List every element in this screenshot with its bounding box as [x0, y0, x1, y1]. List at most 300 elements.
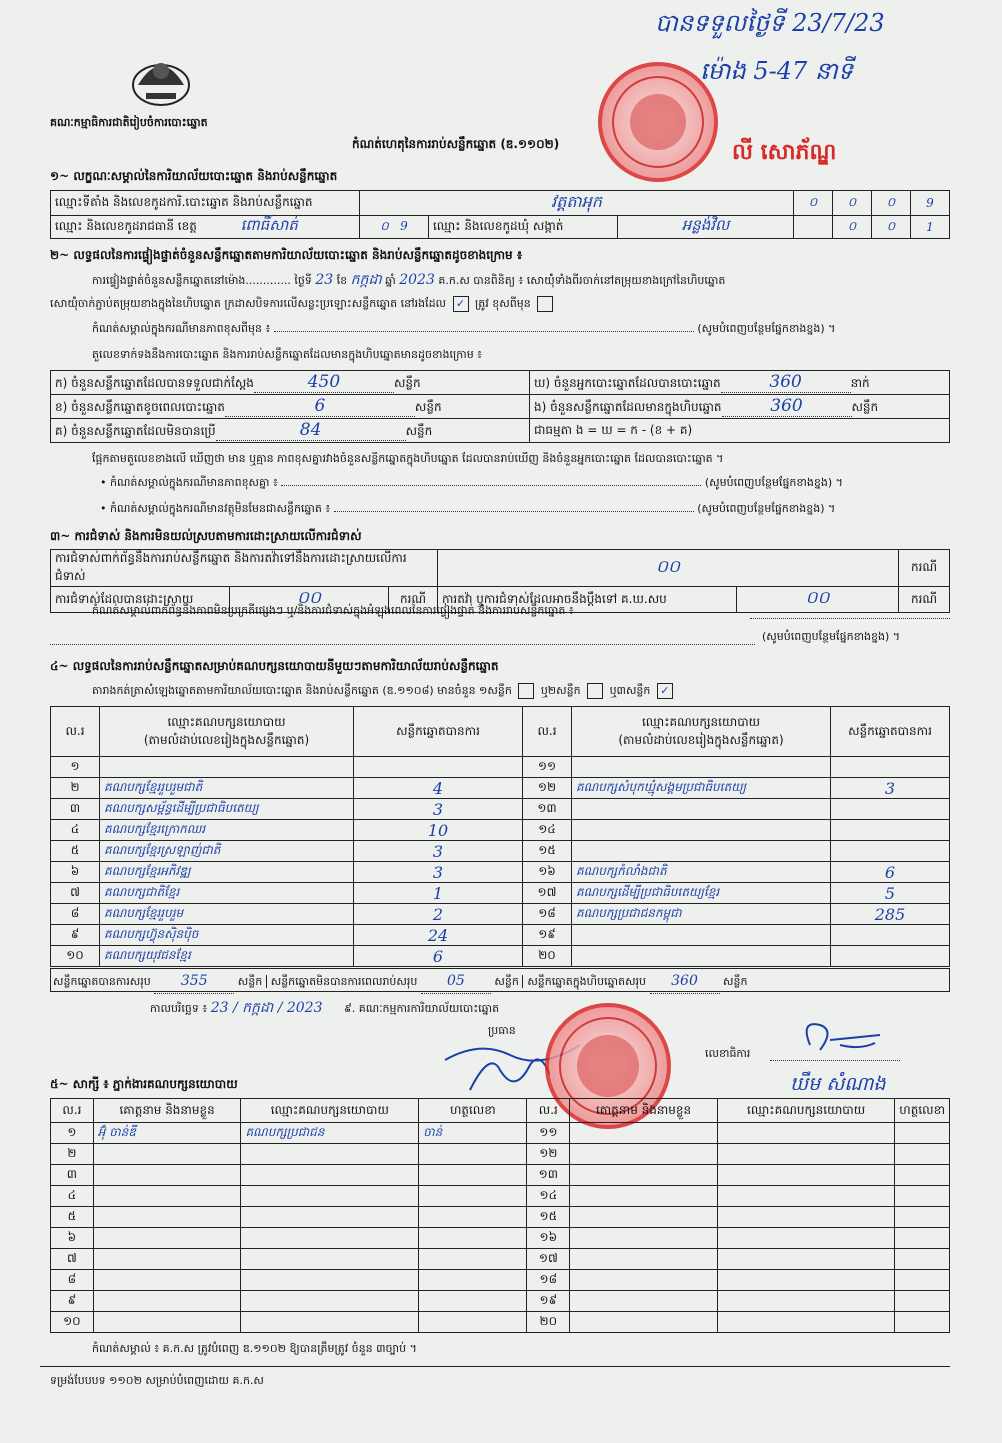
result-party: គណបក្សហ៊្វុនស៊ិនប៉ិច: [100, 925, 354, 946]
witness-col-sign-left: ហត្ថលេខា: [419, 1099, 527, 1123]
witness-party: [241, 1144, 419, 1165]
witness-signature: [419, 1270, 527, 1291]
result-party: [572, 757, 831, 778]
witness-signature: [419, 1186, 527, 1207]
verification-month: កក្កដា: [350, 272, 382, 288]
witness-body: [51, 1123, 950, 1333]
witness-signature: [419, 1165, 527, 1186]
witness-no: ៨: [51, 1270, 94, 1291]
witness-signature: [419, 1249, 527, 1270]
year-label: ឆ្នាំ: [385, 274, 396, 287]
witness-party: [717, 1270, 894, 1291]
col-party-right: [572, 707, 831, 757]
results-row: [51, 946, 950, 967]
section1-title: ១~ លក្ខណៈសម្គាល់នៃការិយាល័យបោះឆ្នោត និងរាប់សន្លឹកឆ្នោត: [50, 169, 338, 183]
bullet-difference-label: • កំណត់សម្គាល់ក្នុងករណីមានភាពខុសគ្នា ៖: [100, 476, 278, 489]
bullet-difference: [100, 476, 843, 492]
result-party: [100, 757, 354, 778]
spoiled-row: [51, 395, 530, 419]
unused-row: [51, 419, 530, 443]
result-votes: [831, 841, 950, 862]
witness-no: ១១: [527, 1123, 570, 1144]
witness-party: [717, 1207, 894, 1228]
irregularity-fill-note: (សូមបំពេញបន្ថែមផ្នែកខាងខ្នង) ។: [762, 630, 901, 643]
witness-party: [241, 1228, 419, 1249]
witness-signature: [419, 1312, 527, 1333]
witness-party: [241, 1186, 419, 1207]
in-box-value: 360: [722, 396, 852, 417]
result-no: ១៥: [523, 841, 572, 862]
org-name: គណៈកម្មាធិការជាតិរៀបចំការបោះឆ្នោត: [50, 116, 208, 129]
section4-title: ៤~ លទ្ធផលនៃការរាប់សន្លឹកឆ្នោតសម្រាប់គណបក្សនយោបាយនីមួយៗតាមការិយាល័យរាប់សន្លឹកឆ្នោត: [50, 659, 499, 673]
result-votes: [354, 757, 523, 778]
witness-signature: [419, 1228, 527, 1249]
witness-no: ៣: [51, 1165, 94, 1186]
witness-row: [51, 1123, 950, 1144]
witness-name: [93, 1207, 241, 1228]
province-label: [51, 216, 360, 239]
witness-name: [570, 1270, 718, 1291]
commune-code-3: 1: [911, 216, 950, 239]
results-row: [51, 925, 950, 946]
spoiled-unit: សន្លឹក: [414, 400, 442, 414]
different-checkbox[interactable]: [537, 296, 553, 312]
formula: ជាធម្មតា ង = ឃ = ក - (ខ + គ): [530, 419, 950, 443]
result-no: ៩: [51, 925, 100, 946]
result-party: គណបក្សជាតិខ្មែរ: [100, 883, 354, 904]
results-row: [51, 757, 950, 778]
date-label: កាលបរិច្ឆេទ ៖: [150, 1002, 208, 1015]
form-title: កំណត់ហេតុនៃការរាប់សន្លឹកឆ្នោត (ឌ.១១០២): [352, 137, 560, 151]
col-party-right-sub: (តាមលំដាប់លេខរៀងក្នុងសន្លឹកឆ្នោត): [618, 732, 784, 747]
seal-line: [50, 296, 556, 313]
location-code-1: ០: [794, 191, 833, 216]
result-party: [572, 925, 831, 946]
result-no: ២០: [523, 946, 572, 967]
results-table: [50, 706, 950, 967]
witness-col-sign-right: ហត្ថលេខា: [895, 1099, 950, 1123]
witness-signature: [895, 1186, 950, 1207]
witness-name: [570, 1186, 718, 1207]
results-row: [51, 778, 950, 799]
commune-value: អន្លង់វិល: [618, 216, 794, 239]
verification-text: គ.ក.ស បានពិនិត្យ ៖ សោយ៉ុំទាំងពីរចាក់នៅតម្រុយខាងក្រៅនៃហិបឆ្នោត: [438, 274, 726, 287]
witness-no: ១: [51, 1123, 94, 1144]
witness-no: ១៤: [527, 1186, 570, 1207]
nec-emblem-icon: [128, 45, 194, 111]
one-sheet-checkbox[interactable]: [518, 683, 534, 699]
voters-label: ឃ) ចំនួនអ្នកបោះឆ្នោតដែលបានបោះឆ្នោត: [534, 376, 721, 390]
col-votes-right: សន្លឹកឆ្នោតបានការ: [831, 707, 950, 757]
result-no: ៥: [51, 841, 100, 862]
secretary-name: ឃឹម សំណាង: [790, 1073, 886, 1095]
witness-signature: [895, 1144, 950, 1165]
result-party: [572, 946, 831, 967]
difference-statement: ផ្អែកតាមតួលេខខាងលើ ឃើញថា មាន ឬគ្មាន ភាពខុសគ្នារវាងចំនួនសន្លឹកឆ្នោតក្នុងហិបឆ្នោត ដែលបានរាប់ឃើញ និងចំនួនអ្នកបោះឆ្នោត ដែលបានបោះឆ្នោត ។: [92, 452, 724, 465]
result-no: ១២: [523, 778, 572, 799]
committee-label: ៩. គណៈកម្មការការិយាល័យបោះឆ្នោត: [344, 1002, 500, 1015]
witness-name: [570, 1144, 718, 1165]
witness-signature: [419, 1144, 527, 1165]
section3-title: ៣~ ការជំទាស់ និងការមិនយល់ស្របតាមការដោះស្រាយលើការជំទាស់: [50, 529, 362, 543]
witness-row: [51, 1165, 950, 1186]
bullet-foreign-label: • កំណត់សម្គាល់ក្នុងករណីមានវត្ថុមិនមែនជាសន្លឹកឆ្នោត ៖: [100, 502, 331, 515]
result-votes: 24: [354, 925, 523, 946]
result-party: គណបក្សខ្មែររួបរួម: [100, 904, 354, 925]
tally-sheets-line: [92, 683, 676, 700]
witness-no: ៤: [51, 1186, 94, 1207]
total-valid-label: សន្លឹកឆ្នោតបានការសរុប: [53, 975, 151, 988]
witness-signature: [895, 1291, 950, 1312]
irregularity-note-line-2: [50, 644, 755, 645]
witness-name: [570, 1291, 718, 1312]
seal-text: សោយ៉ុំចាក់ភ្ជាប់តម្រុយខាងក្នុងនៃហិបឆ្នោត ក្រដាសបិទការលើសន្លះប្រឡោះសន្លឹកឆ្នោត នៅរងដែល: [50, 297, 447, 310]
irregularity-note-line-1: [750, 618, 950, 619]
unused-label: គ) ចំនួនសន្លឹកឆ្នោតដែលមិនបានប្រើ: [55, 424, 216, 438]
witness-name: [570, 1207, 718, 1228]
result-no: ៨: [51, 904, 100, 925]
figures-table: [50, 370, 950, 443]
two-sheets-checkbox[interactable]: [587, 683, 603, 699]
witness-col-party-left: ឈ្មោះគណបក្សនយោបាយ: [241, 1099, 419, 1123]
location-label: ឈ្មោះទីតាំង និងលេខកូដការិ.បោះឆ្នោត និងរាប់សន្លឹកឆ្នោត: [51, 191, 360, 216]
president-label: ប្រធាន: [488, 1024, 516, 1037]
secretary-label: លេខាធិការ: [705, 1047, 751, 1060]
witness-party: [717, 1228, 894, 1249]
province-code-1: ០: [380, 219, 389, 233]
totals-line: [50, 968, 950, 992]
resolved-label: ការជំទាស់ដែលបានដោះស្រាយ: [51, 587, 230, 613]
witness-name: [93, 1186, 241, 1207]
result-votes: [831, 757, 950, 778]
total-valid-unit: សន្លឹក: [237, 975, 263, 988]
verification-year: 2023: [399, 272, 435, 288]
province-label-text: ឈ្មោះ និងលេខកូដរាជធានី ខេត្ត: [55, 219, 197, 233]
received-label: ក) ចំនួនសន្លឹកឆ្នោតដែលបានទទួលជាក់ស្តែង: [55, 376, 254, 390]
witness-party: [717, 1312, 894, 1333]
received-value: 450: [254, 372, 394, 393]
witness-party: [717, 1291, 894, 1312]
witness-no: ១៩: [527, 1291, 570, 1312]
result-no: ៧: [51, 883, 100, 904]
received-unit: សន្លឹក: [393, 376, 421, 390]
voters-unit: នាក់: [850, 376, 870, 390]
result-party: គណបក្សខ្មែររួបរួមជាតិ: [100, 778, 354, 799]
three-sheets-label: ឬ៣សន្លឹក: [609, 684, 651, 697]
witness-party: [241, 1249, 419, 1270]
witness-row: [51, 1186, 950, 1207]
result-votes: 5: [831, 883, 950, 904]
witness-no: ១៥: [527, 1207, 570, 1228]
results-row: [51, 820, 950, 841]
figures-intro: តួលេខទាក់ទងនឹងការបោះឆ្នោត និងការរាប់សន្លឹកឆ្នោតដែលមានក្នុងហិបឆ្នោតមានដូចខាងក្រោម ៖: [92, 348, 483, 361]
result-party: គណបក្សខ្មែរស្រឡាញ់ជាតិ: [100, 841, 354, 862]
verification-day: 23: [315, 272, 334, 288]
witness-signature: [895, 1228, 950, 1249]
section5-title: ៥~ សាក្សី ៖ ភ្នាក់ងារគណបក្សនយោបាយ: [50, 1077, 238, 1091]
total-invalid-label: សន្លឹកឆ្នោតមិនបានការពេលរាប់សរុប: [266, 975, 418, 988]
witness-no: ២០: [527, 1312, 570, 1333]
result-votes: 3: [354, 799, 523, 820]
witness-name: [93, 1249, 241, 1270]
witness-signature: [895, 1123, 950, 1144]
witness-name: [93, 1312, 241, 1333]
result-votes: [831, 925, 950, 946]
witness-no: ១៨: [527, 1270, 570, 1291]
col-party-left-sub: (តាមលំដាប់លេខរៀងក្នុងសន្លឹកឆ្នោត): [143, 732, 310, 747]
received-time-note: ម៉ោង 5-47 នាទី: [700, 57, 853, 85]
witness-col-no-left: ល.រ: [51, 1099, 94, 1123]
witness-party: [241, 1270, 419, 1291]
unused-value: 84: [216, 420, 406, 441]
witness-name: [93, 1165, 241, 1186]
witness-col-no-right: ល.រ: [527, 1099, 570, 1123]
in-box-unit: សន្លឹក: [851, 400, 879, 414]
witness-row: [51, 1228, 950, 1249]
unused-unit: សន្លឹក: [405, 424, 433, 438]
witness-no: ៦: [51, 1228, 94, 1249]
date-line: [150, 998, 499, 1019]
commune-label: ឈ្មោះ និងលេខកូដឃុំ សង្កាត់: [429, 216, 618, 239]
result-votes: 6: [831, 862, 950, 883]
witness-party: [717, 1249, 894, 1270]
correct-label: ត្រូវ: [475, 297, 489, 310]
results-row: [51, 883, 950, 904]
witness-no: ១០: [51, 1312, 94, 1333]
bullet-foreign-object: [100, 502, 835, 518]
result-no: ១៦: [523, 862, 572, 883]
irregularity-note: កំណត់សម្គាល់ពាក់ព័ន្ធនឹងភាពមិនប្រក្រតីផ្សេងៗ ឬ/និងការជំទាស់ក្នុងអំឡុងពេលនៃការផ្ទៀងផ្ទាត់ និងការរាប់សន្លឹកឆ្នោត ៖: [92, 604, 574, 617]
witness-party: [241, 1291, 419, 1312]
different-label: ខុសពីមុន: [492, 297, 531, 310]
result-party: គណបក្សសម្ព័ន្ធដើម្បីប្រជាធិបតេយ្យ: [100, 799, 354, 820]
witness-name: [93, 1144, 241, 1165]
witness-no: ១៧: [527, 1249, 570, 1270]
in-box-row: [530, 395, 950, 419]
results-row: [51, 862, 950, 883]
province-code-2: 9: [400, 219, 408, 233]
received-note: បានទទួលថ្ងៃទី 23/7/23: [655, 9, 885, 37]
result-votes: [831, 946, 950, 967]
witness-signature: [895, 1312, 950, 1333]
commune-code-1: ០: [833, 216, 872, 239]
footnote: កំណត់សម្គាល់ ៖ គ.ក.ស ត្រូវបំពេញ ឌ.១១០២ ឱ្យបានត្រឹមត្រូវ ចំនួន ៣ច្បាប់ ។: [92, 1342, 417, 1355]
resolved-unit: ករណី: [389, 587, 438, 613]
result-no: ១៧: [523, 883, 572, 904]
result-party: គណបក្សប្រជាជនកម្ពុជា: [572, 904, 831, 925]
witness-name: អ៊ុំ ចាន់ឌី: [93, 1123, 241, 1144]
results-row: [51, 799, 950, 820]
in-box-label: ង) ចំនួនសន្លឹកឆ្នោតដែលមានក្នុងហិបឆ្នោត: [534, 400, 722, 414]
witness-name: [570, 1249, 718, 1270]
witness-signature: [419, 1291, 527, 1312]
witness-name: [93, 1270, 241, 1291]
voters-row: [530, 371, 950, 395]
appeal-value: ០០: [737, 587, 899, 613]
witness-party: [241, 1312, 419, 1333]
results-body: [51, 757, 950, 967]
witness-party: [241, 1165, 419, 1186]
result-no: ៤: [51, 820, 100, 841]
result-no: ២: [51, 778, 100, 799]
witness-party: [717, 1144, 894, 1165]
spoiled-value: 6: [225, 396, 415, 417]
result-votes: 3: [354, 862, 523, 883]
fill-note: (សូមបំពេញបន្ថែមផ្នែកខាងខ្នង) ។: [697, 322, 836, 335]
received-row: [51, 371, 530, 395]
bullet-difference-fill-note: (សូមបំពេញបន្ថែមផ្នែកខាងខ្នង) ។: [704, 476, 843, 489]
appeal-unit: ករណី: [899, 587, 950, 613]
witness-name: [570, 1165, 718, 1186]
result-no: ៦: [51, 862, 100, 883]
verification-line: [92, 270, 952, 291]
result-votes: 6: [354, 946, 523, 967]
result-party: គណបក្សខ្មែរអភិវឌ្ឍ: [100, 862, 354, 883]
col-no-right: ល.រ: [523, 707, 572, 757]
witness-no: ១៦: [527, 1228, 570, 1249]
result-votes: 1: [354, 883, 523, 904]
witness-col-name-left: គោត្តនាម និងនាមខ្លួន: [93, 1099, 241, 1123]
result-party: [572, 841, 831, 862]
col-no-left: ល.រ: [51, 707, 100, 757]
appeal-label: ការតវ៉ា ឬការជំទាស់ដែលអាចនឹងប្តឹងទៅ គ.ឃ.សប: [438, 587, 737, 613]
resolved-value: ០០: [230, 587, 389, 613]
witness-signature: [895, 1249, 950, 1270]
result-votes: 285: [831, 904, 950, 925]
witness-table: [50, 1098, 950, 1333]
total-invalid-value: 05: [421, 969, 491, 994]
result-votes: 4: [354, 778, 523, 799]
complaints-label: ការជំទាស់ពាក់ព័ន្ធនឹងការរាប់សន្លឹកឆ្នោត និងការតវ៉ាទៅនឹងការដោះស្រាយលើការជំទាស់: [51, 550, 438, 587]
result-no: ១៩: [523, 925, 572, 946]
section2-title: ២~ លទ្ធផលនៃការផ្ទៀងផ្ទាត់ចំនួនសន្លឹកឆ្នោតតាមការិយាល័យបោះឆ្នោត និងរាប់សន្លឹកឆ្នោតដូចខាងក្រោម ៖: [50, 248, 523, 262]
result-no: ១៣: [523, 799, 572, 820]
total-box-label: សន្លឹកឆ្នោតក្នុងហិបឆ្នោតសរុប: [522, 975, 646, 988]
witness-signature: [895, 1270, 950, 1291]
witness-party: គណបក្សប្រជាជន: [241, 1123, 419, 1144]
witness-col-name-right: គោត្តនាម និងនាមខ្លួន: [570, 1099, 718, 1123]
witness-signature: ចាន់: [419, 1123, 527, 1144]
witness-row: [51, 1291, 950, 1312]
result-no: ១០: [51, 946, 100, 967]
footer-divider: [40, 1366, 950, 1367]
complaints-unit: ករណី: [899, 550, 950, 587]
witness-signature: [895, 1165, 950, 1186]
location-code-3: ០: [872, 191, 911, 216]
witness-no: ១២: [527, 1144, 570, 1165]
col-party-left-title: ឈ្មោះគណបក្សនយោបាយ: [167, 714, 286, 729]
witness-party: [717, 1186, 894, 1207]
bullet-foreign-fill-note: (សូមបំពេញបន្ថែមផ្នែកខាងខ្នង) ។: [697, 502, 836, 515]
result-party: គណបក្សយុវជនខ្មែរ: [100, 946, 354, 967]
result-party: [572, 820, 831, 841]
witness-party: [241, 1207, 419, 1228]
difference-note-line: [92, 322, 952, 338]
result-party: គណបក្សខ្មែរក្រោកឈរ: [100, 820, 354, 841]
witness-row: [51, 1144, 950, 1165]
result-no: ១១: [523, 757, 572, 778]
result-votes: 10: [354, 820, 523, 841]
location-code-2: ០: [833, 191, 872, 216]
total-box-unit: សន្លឹក: [723, 975, 748, 988]
results-row: [51, 841, 950, 862]
month-label: ខែ: [336, 274, 348, 287]
form-code-footer: ទម្រង់បែបបទ ១១០២ សម្រាប់បំពេញដោយ គ.ក.ស: [50, 1374, 264, 1387]
result-no: ១៨: [523, 904, 572, 925]
witness-party: [717, 1123, 894, 1144]
province-code: [360, 216, 429, 239]
witness-name: [570, 1228, 718, 1249]
result-no: ១៤: [523, 820, 572, 841]
verification-time-label: ការផ្ទៀងផ្ទាត់ចំនួនសន្លឹកឆ្នោតនៅម៉ោង............. ថ្ងៃទី: [92, 274, 312, 287]
result-votes: 3: [831, 778, 950, 799]
difference-note-label: កំណត់សម្គាល់ក្នុងករណីមានភាពខុសពីមុន ៖: [92, 322, 271, 335]
witness-signature: [419, 1207, 527, 1228]
official-seal-top: [598, 62, 718, 182]
result-votes: 2: [354, 904, 523, 925]
col-party-left: [100, 707, 354, 757]
result-party: គណបក្សសំបុកឃ្មុំសង្គមប្រជាធិបតេយ្យ: [572, 778, 831, 799]
section1-table: [50, 190, 950, 239]
total-invalid-unit: សន្លឹក: [494, 975, 519, 988]
location-value: វត្តតាអុក: [360, 191, 794, 216]
witness-row: [51, 1312, 950, 1333]
witness-name: [570, 1312, 718, 1333]
location-code-4: 9: [911, 191, 950, 216]
stamp-caption: លី សោភ័ណ្ឌ: [732, 140, 837, 165]
witness-no: ៥: [51, 1207, 94, 1228]
witness-col-party-right: ឈ្មោះគណបក្សនយោបាយ: [717, 1099, 894, 1123]
col-party-right-title: ឈ្មោះគណបក្សនយោបាយ: [641, 714, 761, 729]
result-votes: [831, 820, 950, 841]
result-no: ៣: [51, 799, 100, 820]
results-row: [51, 904, 950, 925]
witness-row: [51, 1207, 950, 1228]
three-sheets-checkbox[interactable]: ✓: [657, 683, 673, 699]
total-valid-value: 355: [154, 969, 234, 994]
col-votes-left: សន្លឹកឆ្នោតបានការ: [354, 707, 523, 757]
witness-name: [570, 1123, 718, 1144]
total-box-value: 360: [650, 969, 720, 994]
witness-no: ៩: [51, 1291, 94, 1312]
spoiled-label: ខ) ចំនួនសន្លឹកឆ្នោតខូចពេលបោះឆ្នោត: [55, 400, 225, 414]
witness-no: ១៣: [527, 1165, 570, 1186]
commune-code-2: ០: [872, 216, 911, 239]
witness-party: [717, 1165, 894, 1186]
witness-row: [51, 1270, 950, 1291]
witness-no: ៧: [51, 1249, 94, 1270]
result-party: [572, 799, 831, 820]
witness-row: [51, 1249, 950, 1270]
witness-signature: [895, 1207, 950, 1228]
date-value: 23 / កក្កដា / 2023: [210, 1000, 323, 1016]
witness-name: [93, 1228, 241, 1249]
result-no: ១: [51, 757, 100, 778]
two-sheets-label: ឬ២សន្លឹក: [540, 684, 581, 697]
result-votes: [831, 799, 950, 820]
province-value: ពោធិ៍សាត់: [240, 216, 298, 234]
complaints-value: ០០: [438, 550, 899, 587]
correct-checkbox[interactable]: ✓: [453, 296, 469, 312]
secretary-signature: [790, 1015, 890, 1065]
voters-value: 360: [721, 372, 851, 393]
witness-no: ២: [51, 1144, 94, 1165]
result-party: គណបក្សដើម្បីប្រជាធិបតេយ្យខ្មែរ: [572, 883, 831, 904]
tally-sheets-text: តារាងកត់ត្រាសំឡេងឆ្នោតតាមការិយាល័យបោះឆ្នោត និងរាប់សន្លឹកឆ្នោត (ឌ.១១០៨) មានចំនួន ១សន្លឹក: [92, 684, 512, 697]
result-votes: 3: [354, 841, 523, 862]
result-party: គណបក្សកំលាំងជាតិ: [572, 862, 831, 883]
witness-name: [93, 1291, 241, 1312]
